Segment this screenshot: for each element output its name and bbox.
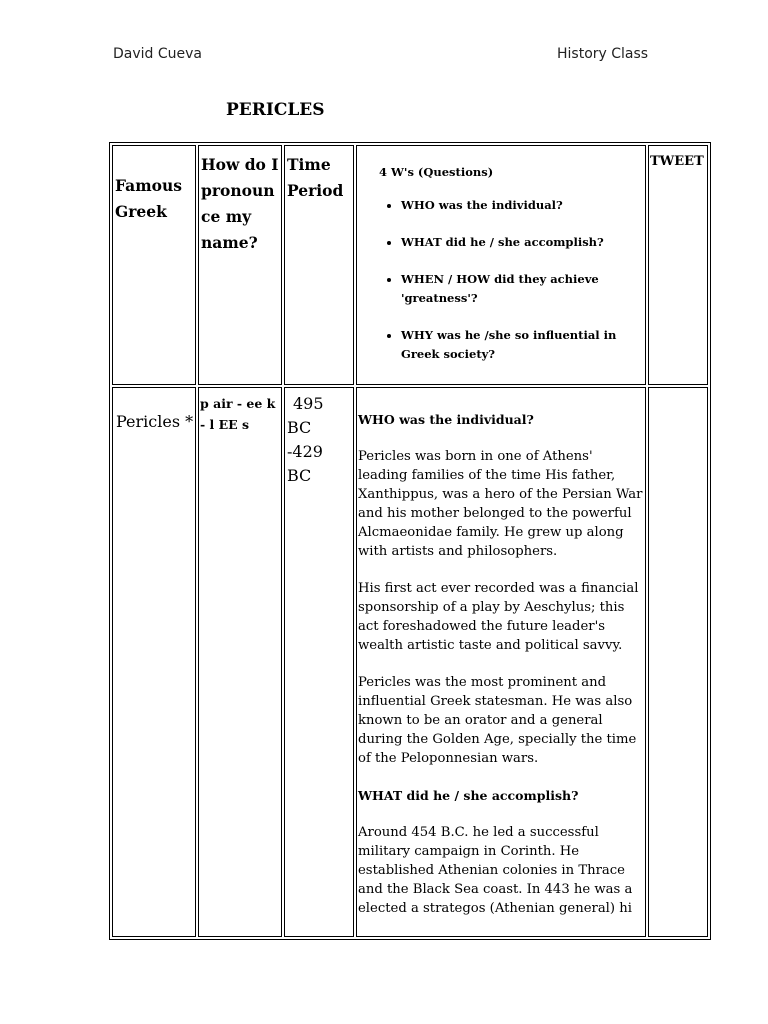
header-famous-greek [112, 145, 196, 385]
what-heading: WHAT did he / she accomplish? [358, 788, 579, 803]
question-item: • WHAT did he / she accomplish? [401, 233, 645, 252]
pronunciation-text [199, 388, 281, 435]
header-famous-greek-label: Famous Greek [115, 176, 182, 221]
question-item: • WHEN / HOW did they achieve 'greatness'? [401, 270, 645, 308]
document-title: PERICLES [226, 100, 325, 120]
table-row [112, 387, 708, 937]
header-time-period-label: Time Period [287, 155, 344, 200]
header-time-period [284, 145, 354, 385]
paragraph: Pericles was born in one of Athens' leading families of the time His father, Xanthippus, was a hero of the Persian War and his mother belonged to the powerful Alcmaeonidae family. He grew up along with artists and philosophers. [358, 449, 643, 559]
question-item: • WHO was the individual? [401, 196, 645, 215]
student-name: David Cueva [113, 46, 202, 62]
cell-period [284, 387, 354, 937]
cell-tweet [648, 387, 708, 937]
cell-name [112, 387, 196, 937]
cell-pronunciation [198, 387, 282, 937]
paragraph: His first act ever recorded was a financial sponsorship of a play by Aeschylus; this act foreshadowed the future leader's wealth artistic taste and political savvy. [358, 581, 639, 653]
period-line: BC [287, 418, 312, 437]
header-pronounce-label: How do I pronoun ce my name? [201, 155, 279, 252]
period-line: 495 [293, 394, 324, 413]
greek-name: Pericles * [116, 412, 194, 431]
questions-list [379, 196, 645, 364]
period-line: BC [287, 466, 312, 485]
table-header-row [112, 145, 708, 385]
class-name: History Class [557, 46, 649, 62]
paragraph: Around 454 B.C. he led a successful military campaign in Corinth. He established Athenian colonies in Thrace and the Black Sea coast. In 443 he was a elected a strategos (Athenian general) hi [358, 825, 633, 916]
pronunciation-line: p air - ee k [200, 396, 276, 411]
header-tweet [648, 145, 708, 385]
who-heading: WHO was the individual? [358, 412, 534, 427]
header-questions [356, 145, 646, 385]
period-text [285, 388, 353, 488]
pronunciation-line: - l EE s [200, 417, 250, 432]
period-line: -429 [287, 442, 323, 461]
questions-title: 4 W's (Questions) [379, 165, 494, 179]
header-tweet-label: TWEET [650, 154, 704, 169]
greek-table [109, 142, 711, 940]
cell-answers [356, 387, 646, 937]
question-item: • WHY was he /she so influential in Greek society? [401, 326, 645, 364]
header-pronounce [198, 145, 282, 385]
paragraph: Pericles was the most prominent and influential Greek statesman. He was also known to be an orator and a general during the Golden Age, specially the time of the Peloponnesian wars. [358, 675, 637, 766]
